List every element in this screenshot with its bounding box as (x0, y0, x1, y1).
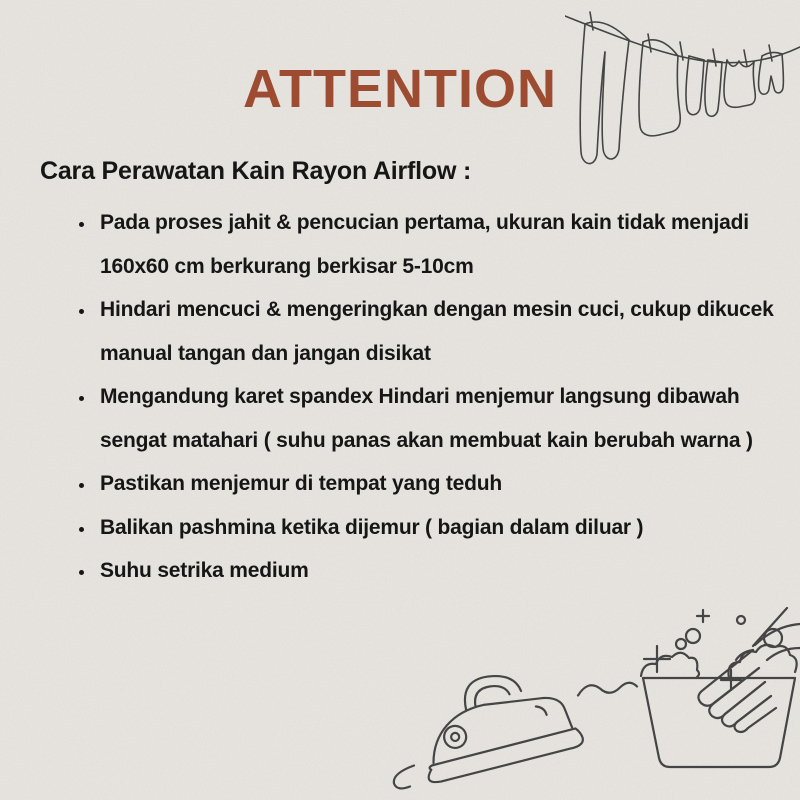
care-instruction-item: • Mengandung karet spandex Hindari menjemur langsung dibawah sengat matahari ( suhu panas akan membuat kain berubah warna ) (96, 375, 776, 462)
care-instruction-item: • Hindari mencuci & mengeringkan dengan mesin cuci, cukup dikucek manual tangan dan jangan disikat (96, 288, 776, 375)
iron-illustration (392, 616, 647, 794)
section-heading: Cara Perawatan Kain Rayon Airflow : (40, 157, 472, 185)
care-instructions-list (62, 201, 776, 593)
care-instruction-item: • Pastikan menjemur di tempat yang teduh (96, 462, 776, 506)
care-instruction-item: • Suhu setrika medium (96, 549, 776, 593)
handwash-illustration (637, 598, 800, 780)
care-instruction-item: • Pada proses jahit & pencucian pertama, ukuran kain tidak menjadi 160x60 cm berkurang berkisar 5-10cm (96, 201, 776, 288)
page-title: ATTENTION (243, 59, 557, 119)
care-instruction-item: • Balikan pashmina ketika dijemur ( bagian dalam diluar ) (96, 506, 776, 550)
